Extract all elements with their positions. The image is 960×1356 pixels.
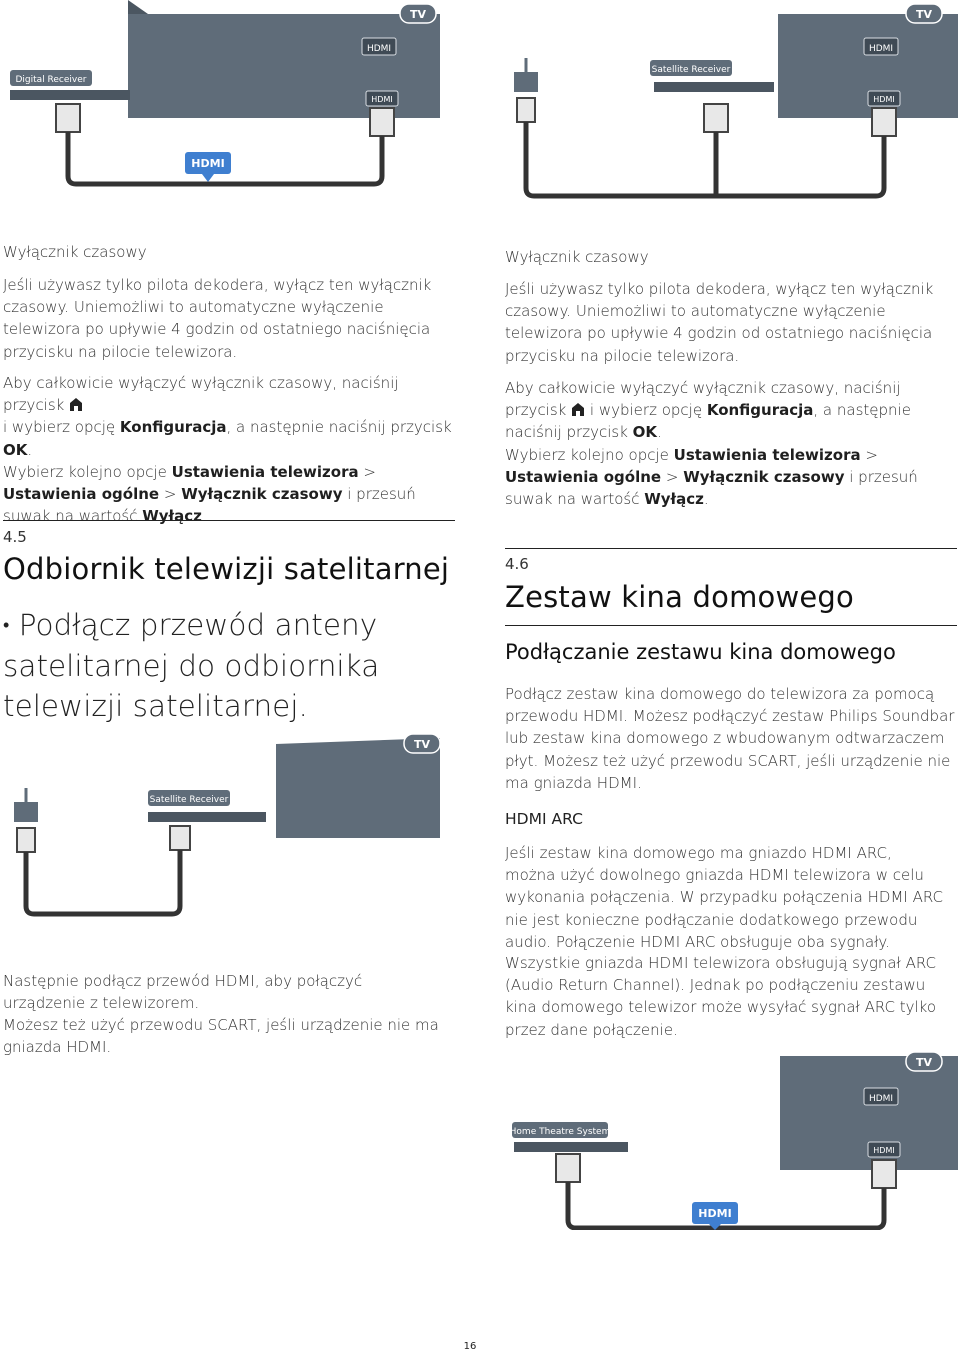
left-section-rule	[3, 520, 455, 521]
left-timer-p2: Aby całkowicie wyłączyć wyłącznik czasowy, naciśnij przycisk i wybierz opcję Konfiguracja, a następnie naciśnij przycisk OK. Wybierz kolejno opcje Ustawienia telewizora > Ustawienia ogólne > Wyłącznik czasowy i przesuń suwak na wartość Wyłącz.	[3, 374, 452, 526]
svg-text:Satellite Receiver: Satellite Receiver	[149, 795, 229, 805]
satellite-dish-icon-2	[14, 802, 38, 822]
left-hdmi-p2: Możesz też użyć przewodu SCART, jeśli urządzenie nie ma gniazda HDMI.	[3, 1016, 439, 1057]
home-theatre-label: Home Theatre System	[509, 1127, 611, 1137]
right-timer-p1: Jeśli używasz tylko pilota dekodera, wyłącz ten wyłącznik czasowy. Uniemożliwi to automatyczne wyłączenie telewizora po upływie 4 godzin od ostatniego naciśnięcia przycisku na pilocie telewizora.	[505, 280, 934, 365]
svg-text:HDMI: HDMI	[873, 95, 895, 104]
satellite-receiver-diagram-top	[500, 0, 960, 205]
hdmi-port-label: HDMI	[366, 44, 392, 54]
hdmi-plug	[370, 108, 394, 136]
right-section-number: 4.6	[505, 555, 529, 573]
svg-text:HDMI: HDMI	[873, 1146, 895, 1155]
digital-receiver-diagram	[0, 0, 460, 200]
home-theatre-diagram	[500, 1050, 960, 1230]
right-section-title: Zestaw kina domowego	[505, 580, 854, 614]
right-timer-p2: Aby całkowicie wyłączyć wyłącznik czasowy, naciśnij przycisk i wybierz opcję Konfiguracja, a następnie naciśnij przycisk OK. Wybierz kolejno opcje Ustawienia telewizora > Ustawienia ogólne > Wyłącznik czasowy i przesuń suwak na wartość Wyłącz.	[505, 379, 918, 509]
left-timer-title: Wyłącznik czasowy	[3, 243, 147, 261]
receiver-box	[10, 90, 130, 100]
left-section-number: 4.5	[3, 528, 27, 546]
right-section-rule	[505, 548, 957, 549]
right-ht-p1: Podłącz zestaw kina domowego do telewizora za pomocą przewodu HDMI. Możesz podłączyć zestaw Philips Soundbar lub zestaw kina domowego z wbudowanym odtwarzaczem płyt. Możesz też użyć przewodu SCART, jeśli urządzenie nie ma gniazda HDMI.	[505, 685, 955, 792]
left-timer-p1: Jeśli używasz tylko pilota dekodera, wyłącz ten wyłącznik czasowy. Uniemożliwi to automatyczne wyłączenie telewizora po upływie 4 godzin od ostatniego naciśnięcia przycisku na pilocie telewizora.	[3, 276, 432, 361]
right-arc-title: HDMI ARC	[505, 810, 583, 828]
right-subsection-title: Podłączanie zestawu kina domowego	[505, 640, 896, 664]
tv-label: TV	[409, 8, 427, 21]
left-instruction: • Podłącz przewód anteny satelitarnej do odbiornika telewizji satelitarnej.	[3, 608, 380, 723]
left-hdmi-p1: Następnie podłącz przewód HDMI, aby połączyć urządzenie z telewizorem.	[3, 972, 363, 1013]
svg-text:Satellite Receiver: Satellite Receiver	[651, 65, 731, 75]
satellite-dish-icon	[514, 72, 538, 92]
svg-text:TV: TV	[915, 1056, 933, 1069]
svg-text:HDMI: HDMI	[868, 1094, 894, 1104]
right-arc-p1: Jeśli zestaw kina domowego ma gniazdo HDMI ARC, można użyć dowolnego gniazda HDMI telewizora w celu wykonania połączenia. W przypadku połączenia HDMI ARC nie jest konieczne podłączanie dodatkowego przewodu audio. Połączenie HDMI ARC obsługuje oba sygnały.	[505, 844, 943, 951]
satellite-receiver-diagram-left	[0, 730, 460, 920]
svg-text:HDMI: HDMI	[371, 95, 393, 104]
hdmi-callout: HDMI	[191, 157, 225, 170]
right-timer-title: Wyłącznik czasowy	[505, 248, 649, 266]
left-section-title: Odbiornik telewizji satelitarnej	[3, 552, 450, 586]
page-number: 16	[463, 1341, 477, 1352]
svg-text:TV: TV	[915, 8, 933, 21]
digital-receiver-label: Digital Receiver	[15, 75, 87, 85]
svg-text:HDMI: HDMI	[698, 1207, 732, 1220]
svg-text:HDMI: HDMI	[868, 44, 894, 54]
right-arc-p2: Wszystkie gniazda HDMI telewizora obsługują sygnał ARC (Audio Return Channel). Jednak po podłączeniu zestawu kina domowego telewizor może wysyłać sygnał ARC tylko przez dane połączenie.	[505, 954, 937, 1039]
svg-text:TV: TV	[413, 738, 431, 751]
right-subsection-rule	[505, 625, 957, 626]
home-icon	[69, 397, 83, 412]
home-icon-right	[571, 402, 585, 417]
